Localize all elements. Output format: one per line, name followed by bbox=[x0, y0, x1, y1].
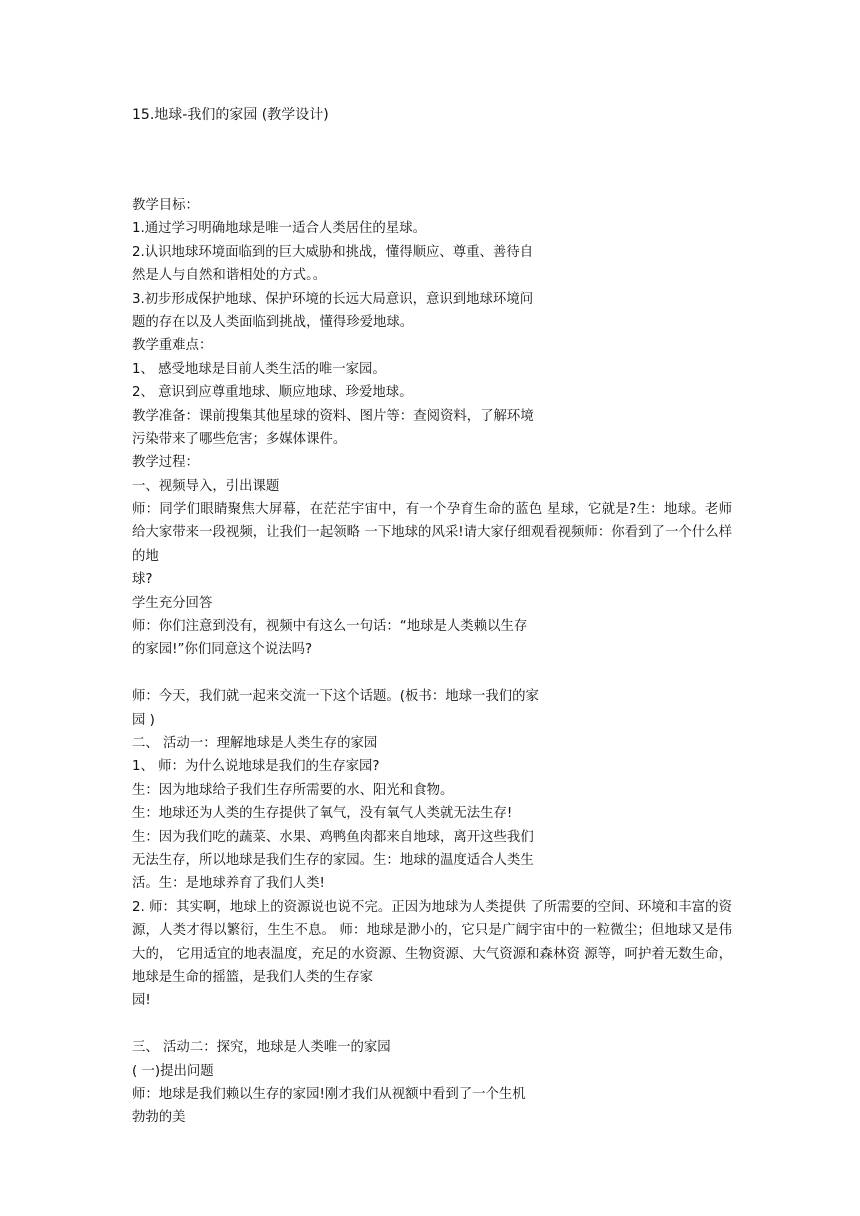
paragraph-line: 教学目标： bbox=[132, 198, 199, 213]
paragraph-line: 无法生存，所以地球是我们生存的家园。生：地球的温度适合人类生 bbox=[132, 852, 534, 868]
paragraph-line: 师：地球是我们赖以生存的家园!刚才我们从视额中看到了一个生机 bbox=[132, 1086, 526, 1102]
paragraph-line: 三、 活动二：探究，地球是人类唯一的家园 bbox=[132, 1040, 391, 1056]
paragraph-line: 3.初步形成保护地球、保护环境的长远大局意识，意识到地球环境问 bbox=[132, 291, 534, 307]
paragraph-line: 园! bbox=[132, 993, 151, 1009]
paragraph-line: 生：因为我们吃的蔬菜、水果、鸡鸭鱼肉都来自地球，离开这些我们 bbox=[132, 829, 534, 845]
blank-line bbox=[132, 1013, 732, 1036]
paragraph-line: 学生充分回答 bbox=[132, 595, 213, 611]
paragraph-line: 生：因为地球给子我们生存所需要的水、阳光和食物。 bbox=[132, 782, 454, 798]
paragraph-line: 1、 师：为什么说地球是我们的生存家园? bbox=[132, 759, 380, 775]
paragraph-line: 2. 师：其实啊，地球上的资源说也说不完。正因为地球为人类提供 了所需要的空间、环境和丰富的资源，人类才得以繁衍，生生不息。 师：地球是渺小的，它只是广阔宇宙中的一粒微尘；但地球又是伟大的， 它用适宜的地表温度，充足的水资源、生物资源、大气资源和森林资 源等，呵护着无数生命，地球是生命的摇篮，是我们人类的生存家 bbox=[132, 899, 732, 985]
paragraph-line: 然是人与自然和谐相处的方式。。 bbox=[132, 268, 327, 284]
paragraph-line: 园 ) bbox=[132, 712, 155, 728]
paragraph-line: 勃勃的美 bbox=[132, 1110, 186, 1126]
paragraph-line: 1.通过学习明确地球是唯一适合人类居住的星球。 bbox=[132, 221, 426, 237]
paragraph-line: 2.认识地球环境面临到的巨大威胁和挑战，懂得顺应、尊重、善待自 bbox=[132, 244, 534, 260]
document-body bbox=[132, 194, 732, 1130]
document-title: 15.地球-我们的家园 (教学设计) bbox=[132, 107, 329, 123]
paragraph-line: 活。生：是地球养育了我们人类! bbox=[132, 876, 325, 892]
paragraph-line: ( 一)提出问题 bbox=[132, 1063, 214, 1079]
paragraph-line: 2、 意识到应尊重地球、顺应地球、珍爱地球。 bbox=[132, 385, 413, 401]
paragraph-line: 球? bbox=[132, 572, 153, 588]
paragraph-line: 师：你们注意到没有，视频中有这么一句话：“地球是人类赖以生存 bbox=[132, 619, 528, 635]
paragraph-line: 师：今天，我们就一起来交流一下这个话题。(板书：地球一我们的家 bbox=[132, 689, 539, 705]
paragraph-line: 污染带来了哪些危害；多媒体课件。 bbox=[132, 431, 347, 447]
blank-line bbox=[132, 662, 732, 685]
paragraph-line: 一、视频导入，引出课题 bbox=[132, 478, 280, 494]
paragraph-line: 生：地球还为人类的生存提供了氧气，没有氧气人类就无法生存! bbox=[132, 806, 513, 822]
paragraph-line: 二、 活动一：理解地球是人类生存的家园 bbox=[132, 736, 378, 752]
paragraph-line: 题的存在以及人类面临到挑战，懂得珍爱地球。 bbox=[132, 314, 414, 330]
paragraph-line: 教学准备：课前搜集其他星球的资料、图片等：查阅资料，了解环境 bbox=[132, 408, 534, 424]
paragraph-line: 师：同学们眼睛聚焦大屏幕，在茫茫宇宙中，有一个孕育生命的蓝色 星球，它就是?生：地球。老师给大家带来一段视频，让我们一起领略 一下地球的风采!请大家仔细观看视频师：你看到了一个什么样的地 bbox=[132, 502, 732, 564]
paragraph-line: 教学过程： bbox=[132, 455, 199, 471]
paragraph-line: 的家园!”你们同意这个说法吗? bbox=[132, 642, 313, 658]
paragraph-line: 1、 感受地球是目前人类生活的唯一家园。 bbox=[132, 361, 386, 377]
paragraph-line: 教学重难点： bbox=[132, 338, 213, 354]
